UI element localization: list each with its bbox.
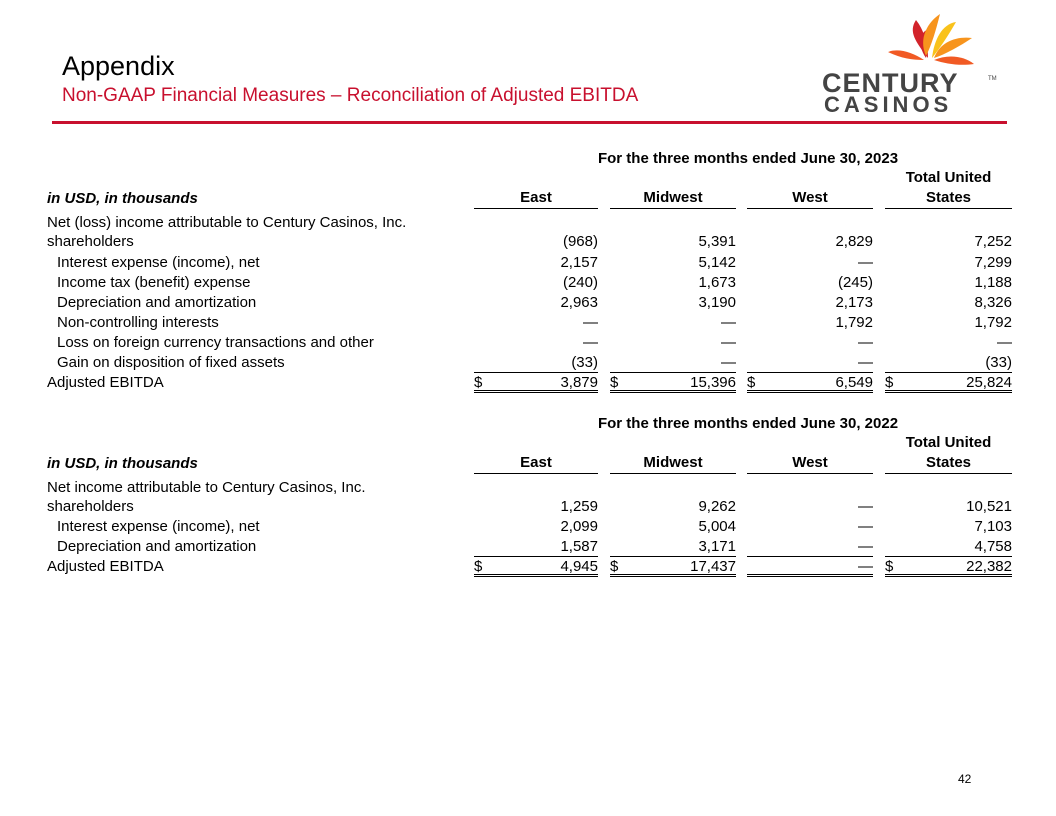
cell-total: 7,252: [974, 233, 1012, 250]
cell-total: 10,521: [966, 498, 1012, 515]
table-row: [47, 313, 1012, 333]
period-heading: For the three months ended June 30, 2022: [597, 415, 899, 432]
table-row: [47, 478, 1012, 498]
cell-east: 1,259: [560, 498, 598, 515]
table-row: [47, 353, 1012, 373]
logo-petal: [934, 57, 974, 65]
row-label: Depreciation and amortization: [57, 538, 257, 555]
cell-west: —: [747, 353, 873, 373]
cell-total: 1,188: [974, 274, 1012, 291]
row-label: Adjusted EBITDA: [47, 374, 164, 391]
cell-east: 2,157: [560, 254, 598, 271]
row-label: Interest expense (income), net: [57, 254, 260, 271]
currency-symbol: $: [747, 374, 756, 391]
cell-east: 1,587: [474, 537, 598, 557]
cell-midwest: —: [721, 334, 736, 351]
row-label: Adjusted EBITDA: [47, 558, 164, 575]
row-label: shareholders: [47, 498, 134, 515]
logo-wordmark-line1: CENTURY: [822, 68, 959, 98]
column-header-midwest: Midwest: [610, 453, 736, 474]
row-label: Loss on foreign currency transactions and other: [57, 334, 374, 351]
table-row: [47, 213, 1012, 233]
cell-midwest: 9,262: [698, 498, 736, 515]
period-heading: For the three months ended June 30, 2023: [597, 150, 899, 167]
page-subtitle: Non-GAAP Financial Measures – Reconciliation of Adjusted EBITDA: [62, 85, 639, 106]
cell-east: 2,963: [560, 294, 598, 311]
table-row-total: [47, 373, 1012, 393]
cell-total: $ 25,824: [885, 374, 1012, 391]
cell-total: 1,792: [974, 314, 1012, 331]
cell-east: —: [583, 334, 598, 351]
cell-east: (240): [562, 274, 598, 291]
currency-symbol: $: [885, 374, 894, 391]
row-label: shareholders: [47, 233, 134, 250]
unit-label: in USD, in thousands: [47, 455, 198, 472]
cell-midwest: —: [721, 314, 736, 331]
column-header-total: Total United States: [885, 168, 1012, 209]
table-row: [47, 293, 1012, 313]
cell-west: —: [858, 498, 873, 515]
cell-west: $ 6,549: [747, 374, 873, 391]
row-label: Income tax (benefit) expense: [57, 274, 251, 291]
cell-west: —: [747, 557, 873, 577]
cell-west: 1,792: [835, 314, 873, 331]
cell-east: (968): [562, 233, 598, 250]
column-header-total: Total United States: [885, 433, 1012, 474]
table-row: [47, 333, 1012, 353]
cell-total: 7,299: [974, 254, 1012, 271]
cell-east: —: [583, 314, 598, 331]
column-header-east: East: [474, 188, 598, 209]
cell-total: —: [997, 334, 1012, 351]
page-title: Appendix: [62, 51, 175, 81]
cell-east: $ 4,945: [474, 558, 598, 575]
currency-symbol: $: [610, 374, 619, 391]
cell-west: —: [747, 537, 873, 557]
table-row: [47, 537, 1012, 557]
row-label: Gain on disposition of fixed assets: [57, 354, 285, 371]
logo-trademark: TM: [988, 76, 997, 82]
cell-midwest: 1,673: [698, 274, 736, 291]
unit-label: in USD, in thousands: [47, 190, 198, 207]
cell-west: —: [858, 254, 873, 271]
page-number: 42: [958, 772, 972, 786]
currency-symbol: $: [474, 558, 483, 575]
table-row-total: [47, 557, 1012, 577]
cell-midwest: 5,142: [698, 254, 736, 271]
cell-midwest: 5,391: [698, 233, 736, 250]
cell-east: $ 3,879: [474, 374, 598, 391]
logo-wordmark-line2: CASINOS: [824, 92, 953, 116]
cell-total: 8,326: [974, 294, 1012, 311]
currency-symbol: $: [474, 374, 483, 391]
cell-midwest: $ 17,437: [610, 558, 736, 575]
cell-total: 7,103: [974, 518, 1012, 535]
century-casinos-logo: [816, 8, 1000, 116]
cell-east: 2,099: [560, 518, 598, 535]
column-header-east: East: [474, 453, 598, 474]
cell-west: —: [858, 518, 873, 535]
row-label: Interest expense (income), net: [57, 518, 260, 535]
column-header-west: West: [747, 453, 873, 474]
cell-west: (245): [837, 274, 873, 291]
column-header-midwest: Midwest: [610, 188, 736, 209]
table-row: [47, 232, 1012, 252]
cell-total: $ 22,382: [885, 558, 1012, 575]
cell-east: (33): [474, 353, 598, 373]
cell-midwest: —: [610, 353, 736, 373]
cell-total: (33): [885, 353, 1012, 373]
table-row: [47, 253, 1012, 273]
row-label: Non-controlling interests: [57, 314, 219, 331]
cell-west: 2,173: [835, 294, 873, 311]
row-label: Net income attributable to Century Casinos, Inc.: [47, 479, 366, 496]
row-label: Depreciation and amortization: [57, 294, 257, 311]
cell-midwest: 3,171: [610, 537, 736, 557]
title-divider: [52, 121, 1007, 124]
table-row: [47, 517, 1012, 537]
currency-symbol: $: [885, 558, 894, 575]
starburst-icon: [888, 14, 974, 65]
cell-total: 4,758: [885, 537, 1012, 557]
row-label: Net (loss) income attributable to Century Casinos, Inc.: [47, 214, 407, 231]
cell-west: 2,829: [835, 233, 873, 250]
cell-midwest: 3,190: [698, 294, 736, 311]
column-header-west: West: [747, 188, 873, 209]
table-row: [47, 497, 1012, 517]
logo-petal: [888, 50, 924, 60]
cell-midwest: 5,004: [698, 518, 736, 535]
currency-symbol: $: [610, 558, 619, 575]
table-row: [47, 273, 1012, 293]
cell-midwest: $ 15,396: [610, 374, 736, 391]
cell-west: —: [858, 334, 873, 351]
